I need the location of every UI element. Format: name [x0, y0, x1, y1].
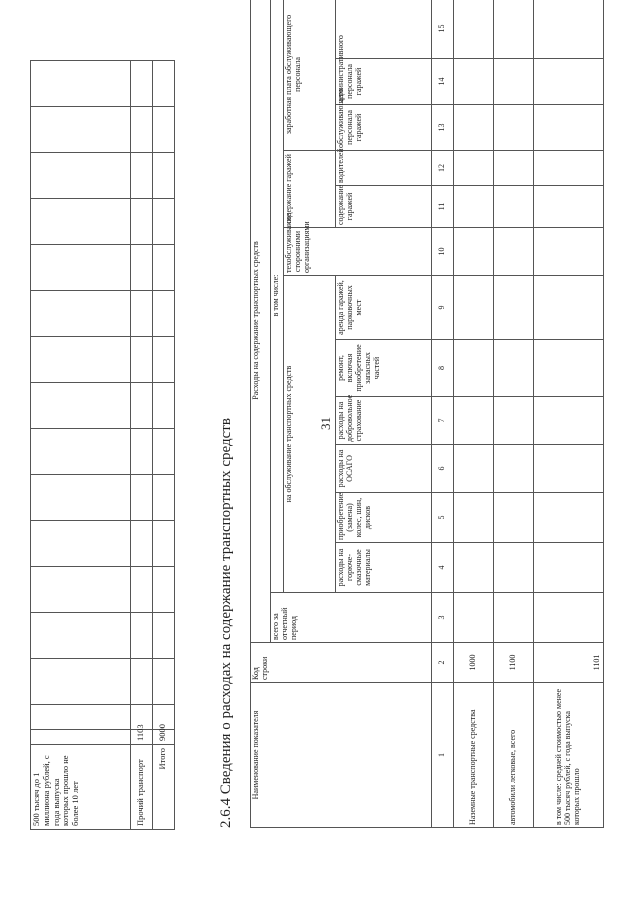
col-number: 13	[432, 105, 454, 151]
table-row	[131, 61, 153, 830]
col-number: 6	[432, 445, 454, 493]
col-number: 11	[432, 186, 454, 228]
row-code: 1000	[454, 643, 494, 683]
header-name: Наименование показателя	[251, 683, 432, 828]
table-row	[494, 0, 534, 828]
row-code: 1103	[131, 730, 153, 745]
col-number: 8	[432, 340, 454, 397]
row-label: 500 тысяч до 1 миллиона рублей, с года выпуска которых прошло не более 10 лет	[31, 745, 131, 830]
header-row	[251, 0, 271, 828]
header-incl: в том числе:	[271, 0, 284, 593]
col-number: 5	[432, 493, 454, 543]
table-row	[31, 61, 131, 830]
table-row	[153, 61, 175, 830]
header-salary: заработная плата обслуживающего персонала	[284, 0, 336, 151]
col-number: 9	[432, 276, 454, 340]
header-total: всего за отчетный период	[271, 593, 432, 643]
header-c8: ремонт, включая приобретение запасных частей	[336, 340, 432, 397]
row-label: Итого	[153, 745, 175, 830]
col-number: 7	[432, 397, 454, 445]
col-number: 1	[432, 683, 454, 828]
header-c13: обслуживающего персонала гаражей	[336, 105, 432, 151]
header-group: Расходы на содержание транспортных средств	[251, 0, 271, 643]
top-table	[30, 60, 175, 830]
row-label: Прочий транспорт	[131, 745, 153, 830]
table-row	[454, 0, 494, 828]
row-code	[31, 730, 131, 745]
col-number: 3	[432, 593, 454, 643]
header-c14: административного персонала гаражей	[336, 59, 432, 105]
header-service: на обслуживание транспортных средств	[284, 276, 336, 593]
col-number: 12	[432, 151, 454, 186]
col-number: 10	[432, 228, 454, 276]
row-code: 1101	[534, 643, 604, 683]
row-label: в том числе: средней стоимостью менее 500 тысяч рублей, с года выпуска которых прошло	[534, 683, 604, 828]
header-c6: расходы на ОСАГО	[336, 445, 432, 493]
header-c4: расходы на горюче-смазочные материалы	[336, 543, 432, 593]
page-number: 31	[318, 417, 333, 430]
col-number: 15	[432, 0, 454, 59]
header-garage: содержание гаражей	[284, 151, 336, 228]
expenses-table	[250, 0, 604, 828]
section-title: 2.6.4 Сведения о расходах на содержание транспортных средств	[218, 418, 234, 828]
row-label: Наземные транспортные средства	[454, 683, 494, 828]
col-number: 14	[432, 59, 454, 105]
header-c10: аренда гаражей, парковочных мест	[336, 276, 432, 340]
row-code: 1100	[494, 643, 534, 683]
header-c11: содержание гаражей	[336, 186, 432, 228]
header-code: Код строки	[251, 643, 432, 683]
col-number: 2	[432, 643, 454, 683]
header-c5: приобретение (замена) колес, шин, дисков	[336, 493, 432, 543]
col-number: 4	[432, 543, 454, 593]
column-numbers-row	[432, 0, 454, 828]
row-label: автомобили легковые, всего	[494, 683, 534, 828]
table-row	[534, 0, 604, 828]
header-c12: водителей	[336, 151, 432, 186]
header-c7: расходы на добровольное страхование	[336, 397, 432, 445]
header-c9: техобслуживание сторонними организациями	[284, 228, 432, 276]
row-code: 9000	[153, 730, 175, 745]
